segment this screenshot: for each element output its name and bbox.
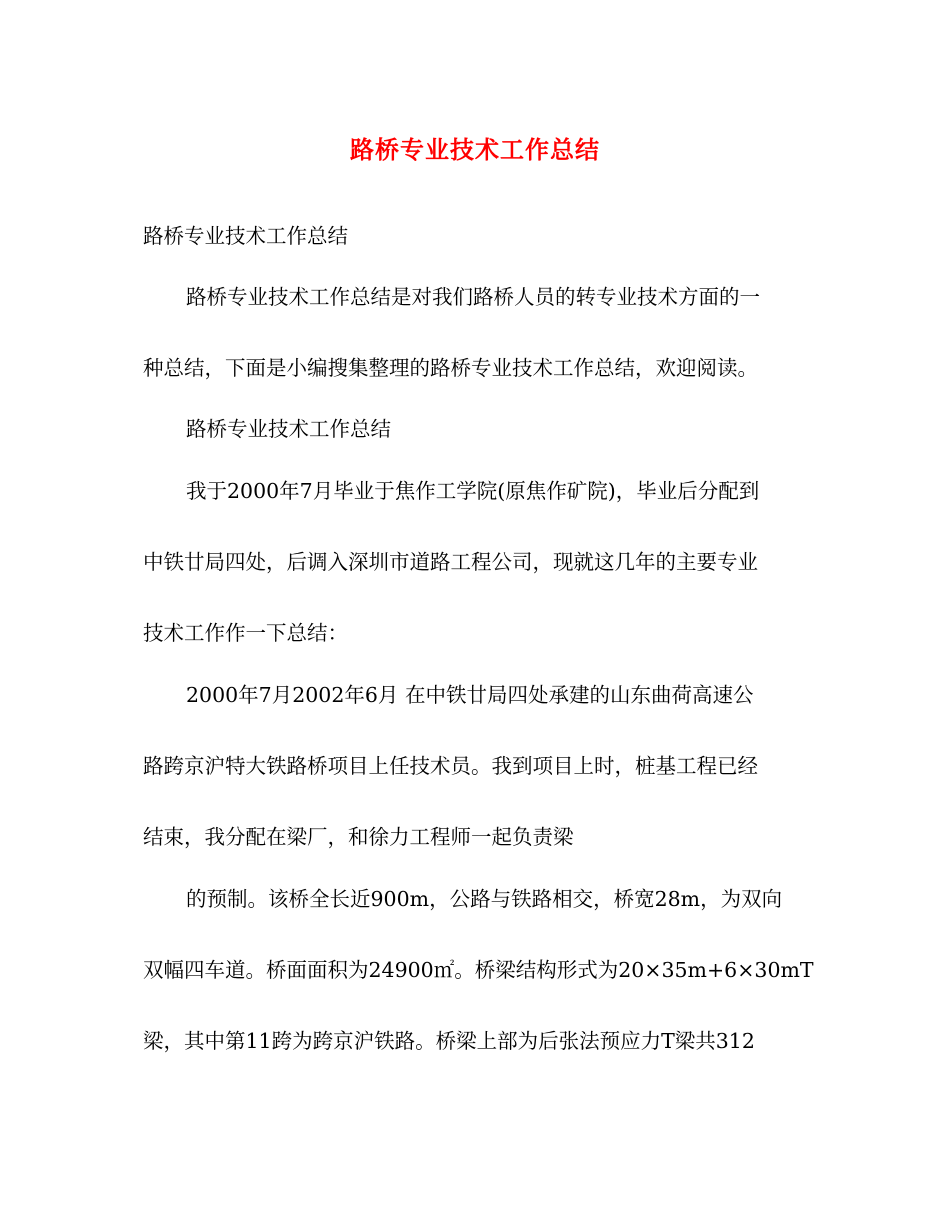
document-title: 路桥专业技术工作总结: [350, 135, 600, 164]
paragraph-line: 中铁廿局四处，后调入深圳市道路工程公司，现就这几年的主要专业: [143, 550, 758, 574]
paragraph-line: 技术工作作一下总结：: [143, 621, 348, 645]
paragraph-line: 路跨京沪特大铁路桥项目上任技术员。我到项目上时，桩基工程已经: [143, 754, 758, 778]
paragraph-line: 结束，我分配在梁厂，和徐力工程师一起负责梁: [143, 825, 574, 849]
paragraph-line: 路桥专业技术工作总结: [186, 417, 391, 441]
paragraph-line: 我于2000年7月毕业于焦作工学院(原焦作矿院)，毕业后分配到: [186, 479, 760, 503]
paragraph-line: 种总结，下面是小编搜集整理的路桥专业技术工作总结，欢迎阅读。: [143, 356, 758, 380]
paragraph-line: 路桥专业技术工作总结: [143, 224, 348, 248]
paragraph-line: 梁，其中第11跨为跨京沪铁路。桥梁上部为后张法预应力T梁共312: [143, 1029, 755, 1053]
paragraph-line: 路桥专业技术工作总结是对我们路桥人员的转专业技术方面的一: [186, 285, 760, 309]
paragraph-line: 2000年7月2002年6月 在中铁廿局四处承建的山东曲荷高速公: [186, 683, 754, 707]
paragraph-line: 双幅四车道。桥面面积为24900㎡。桥梁结构形式为20×35m+6×30mT: [143, 958, 814, 982]
paragraph-line: 的预制。该桥全长近900m，公路与铁路相交，桥宽28m，为双向: [186, 887, 783, 911]
